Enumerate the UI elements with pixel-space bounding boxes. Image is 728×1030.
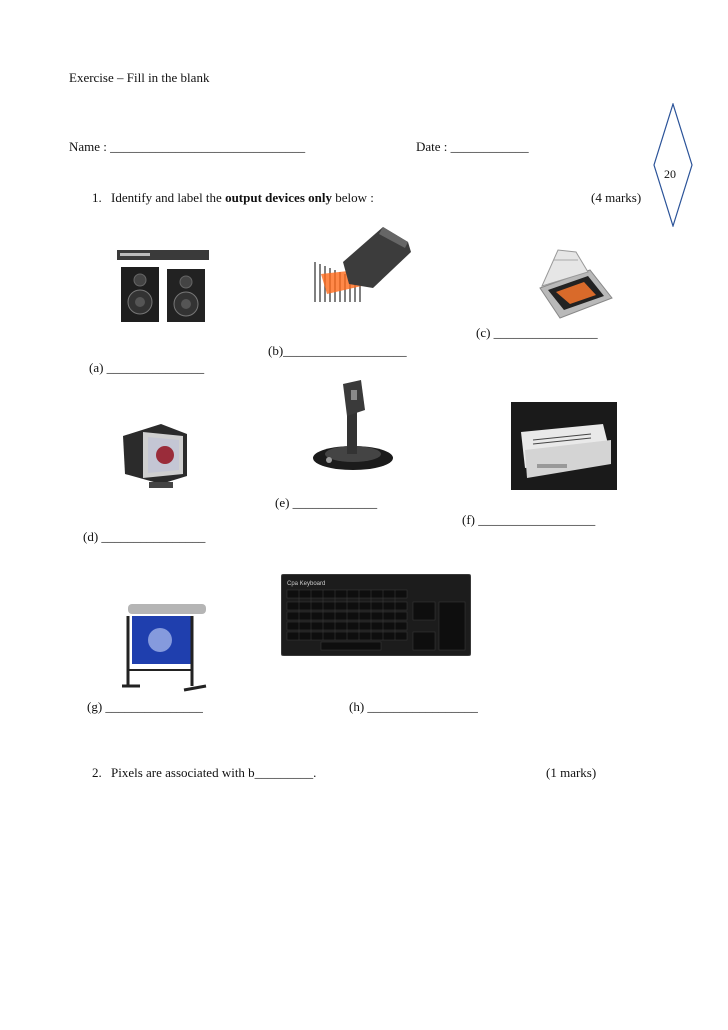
question-1: [92, 190, 374, 206]
flatbed-scanner-icon: [530, 248, 614, 320]
page-title: Exercise – Fill in the blank: [69, 70, 210, 85]
question-2-number: 2.: [92, 765, 102, 780]
joystick-icon: [313, 380, 395, 474]
question-1-number: 1.: [92, 190, 102, 205]
question-2-text: Pixels are associated with b_________.: [111, 765, 317, 780]
plotter-image: [122, 598, 208, 696]
barcode-scanner-image: [313, 222, 413, 308]
label-f[interactable]: (f) __________________: [462, 512, 596, 527]
keyboard-icon: [281, 574, 471, 656]
date-blank[interactable]: ____________: [450, 139, 529, 154]
crt-monitor-image: [121, 424, 191, 496]
label-h[interactable]: (h) _________________: [349, 699, 478, 714]
label-e[interactable]: (e) _____________: [275, 495, 378, 510]
keyboard-image: [281, 574, 471, 660]
date-label: Date :: [416, 139, 448, 154]
score-diamond: [653, 103, 693, 227]
crt-monitor-icon: [121, 424, 191, 492]
speakers-icon: [117, 250, 209, 326]
question-1-text-after: below :: [331, 190, 374, 205]
plotter-icon: [122, 598, 208, 692]
date-field: [416, 139, 529, 155]
svg-text:Cpa Keyboard: Cpa Keyboard: [287, 581, 326, 587]
speakers-image: [117, 250, 209, 330]
dot-matrix-printer-icon: [511, 402, 617, 490]
flatbed-scanner-image: [530, 248, 614, 324]
label-b[interactable]: (b)___________________: [268, 343, 407, 358]
label-d[interactable]: (d) ________________: [83, 529, 206, 544]
barcode-scanner-icon: [313, 222, 413, 304]
name-label: Name :: [69, 139, 107, 154]
question-2: [92, 765, 316, 781]
joystick-image: [313, 380, 395, 478]
dot-matrix-printer-image: [511, 402, 617, 494]
question-1-text-before: Identify and label the: [111, 190, 226, 205]
question-1-text-bold: output devices only: [225, 190, 332, 205]
label-g[interactable]: (g) _______________: [87, 699, 203, 714]
label-a[interactable]: (a) _______________: [89, 360, 205, 375]
name-blank[interactable]: ______________________________: [110, 139, 306, 154]
question-1-marks: (4 marks): [591, 190, 642, 205]
label-c[interactable]: (c) ________________: [476, 325, 598, 340]
question-2-marks: (1 marks): [546, 765, 597, 780]
diamond-shape: [653, 103, 693, 227]
name-field: [69, 139, 305, 155]
score-value: 20: [664, 167, 676, 181]
